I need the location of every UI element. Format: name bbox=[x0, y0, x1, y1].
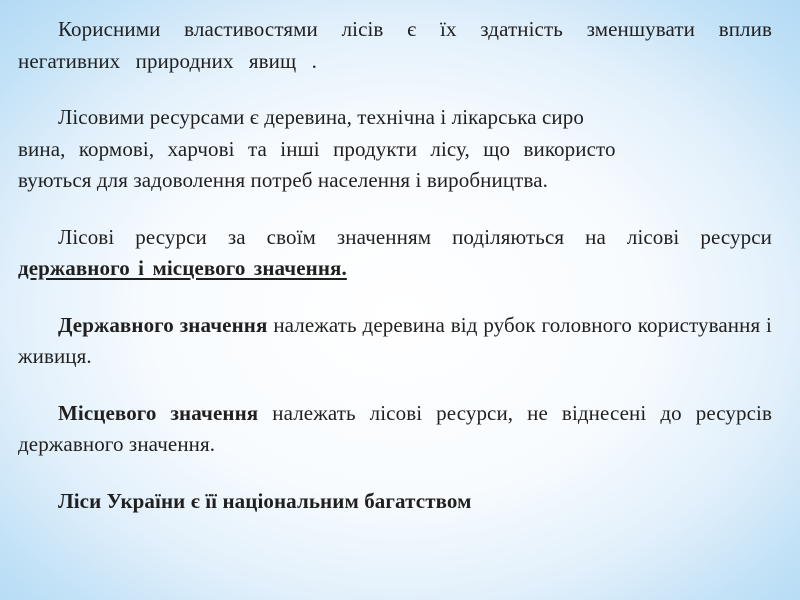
paragraph-forest-resources bbox=[18, 102, 772, 197]
paragraph-national-wealth bbox=[18, 486, 772, 518]
paragraph-forest-resources-line-2: вина, кормові, харчові та інші продукти лісу, що використо bbox=[18, 136, 616, 161]
paragraph-forest-resources-line-1: Лісовими ресурсами є деревина, технічна і лікарська сиро bbox=[58, 105, 584, 129]
paragraph-state-significance bbox=[18, 310, 772, 373]
national-wealth-statement: Ліси України є її національним багатством bbox=[58, 488, 472, 513]
paragraph-forest-properties-text: Корисними властивостями лісів є їх здатність зменшувати вплив негативних природних явищ . bbox=[18, 17, 772, 73]
paragraph-state-significance-text: належать деревина від рубок головного користування і живиця. bbox=[18, 312, 772, 368]
paragraph-forest-properties bbox=[18, 14, 772, 77]
paragraph-local-significance-text: належать лісові ресурси, не віднесені до ресурсів державного значення. bbox=[18, 400, 772, 456]
paragraph-local-significance bbox=[18, 398, 772, 461]
paragraph-forest-resources-line-3: вуються для задоволення потреб населення і виробництва. bbox=[18, 168, 548, 192]
paragraph-resource-division-text: Лісові ресурси за своїм значенням поділяються на лісові ресурси bbox=[58, 224, 772, 249]
slide-content bbox=[18, 14, 772, 517]
local-significance-term: Місцевого значення bbox=[58, 400, 259, 425]
paragraph-resource-division bbox=[18, 222, 772, 285]
state-local-significance-emphasis: державного і місцевого значення. bbox=[18, 256, 347, 280]
state-significance-term: Державного значення bbox=[58, 312, 268, 337]
